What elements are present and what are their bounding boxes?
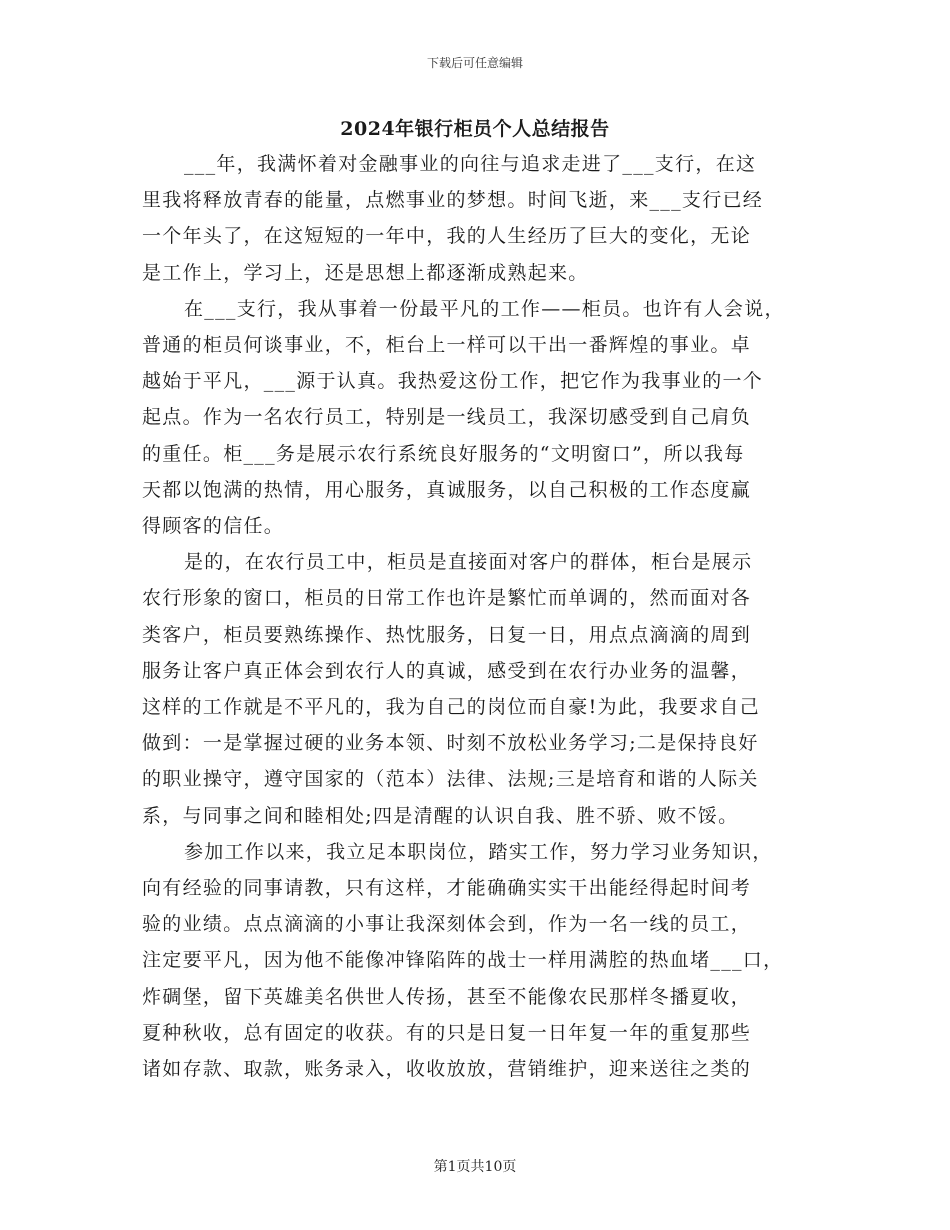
body-line: 向有经验的同事请教，只有这样，才能确确实实干出能经得起时间考 — [142, 877, 752, 900]
body-line: ___年，我满怀着对金融事业的向往与追求走进了___支行，在这 — [184, 153, 757, 175]
body-line: 服务让客户真正体会到农行人的真诚，感受到在农行办业务的温馨， — [142, 659, 752, 682]
body-line: 参加工作以来，我立足本职岗位，踏实工作，努力学习业务知识， — [184, 840, 773, 863]
document-title: 2024年银行柜员个人总结报告 — [340, 118, 610, 140]
body-line: 普通的柜员何谈事业，不，柜台上一样可以干出一番辉煌的事业。卓 — [142, 334, 752, 357]
body-line: 诸如存款、取款，账务录入，收收放放，营销维护，迎来送往之类的 — [142, 1058, 752, 1081]
body-line: 的重任。柜___务是展示农行系统良好服务的“文明窗口”，所以我每 — [142, 442, 745, 465]
body-line: 这样的工作就是不平凡的，我为自己的岗位而自豪!为此，我要求自己 — [142, 696, 760, 719]
body-line: 起点。作为一名农行员工，特别是一线员工，我深切感受到自己肩负 — [142, 406, 752, 429]
body-line: 天都以饱满的热情，用心服务，真诚服务，以自己积极的工作态度赢 — [142, 478, 752, 501]
body-line: 系，与同事之间和睦相处;四是清醒的认识自我、胜不骄、败不馁。 — [142, 804, 739, 827]
body-line: 得顾客的信任。 — [142, 515, 285, 538]
body-line: 做到：一是掌握过硬的业务本领、时刻不放松业务学习;二是保持良好 — [142, 732, 759, 755]
body-line: 夏种秋收，总有固定的收获。有的只是日复一日年复一年的重复那些 — [142, 1021, 752, 1044]
body-line: 炸碉堡，留下英雄美名供世人传扬，甚至不能像农民那样冬播夏收， — [142, 985, 752, 1008]
body-line: 的职业操守，遵守国家的（范本）法律、法规;三是培育和谐的人际关 — [142, 768, 759, 791]
page-header-note: 下载后可任意编辑 — [426, 56, 523, 70]
document-body — [142, 146, 820, 1087]
body-line: 里我将释放青春的能量，点燃事业的梦想。时间飞逝，来___支行已经 — [142, 189, 764, 212]
body-line: 注定要平凡，因为他不能像冲锋陷阵的战士一样用满腔的热血堵___口， — [142, 949, 784, 972]
body-line: 是的，在农行员工中，柜员是直接面对客户的群体，柜台是展示 — [184, 551, 753, 574]
body-line: 是工作上，学习上，还是思想上都逐渐成熟起来。 — [142, 261, 589, 284]
page-number-footer: 第1页共10页 — [433, 1159, 517, 1175]
body-line: 农行形象的窗口，柜员的日常工作也许是繁忙而单调的，然而面对各 — [142, 587, 752, 610]
body-line: 类客户，柜员要熟练操作、热忱服务，日复一日，用点点滴滴的周到 — [142, 623, 752, 646]
body-line: 验的业绩。点点滴滴的小事让我深刻体会到，作为一名一线的员工， — [142, 913, 752, 936]
body-line: 越始于平凡，___源于认真。我热爱这份工作，把它作为我事业的一个 — [142, 370, 764, 393]
body-line: 一个年头了，在这短短的一年中，我的人生经历了巨大的变化，无论 — [142, 225, 752, 248]
body-line: 在___支行，我从事着一份最平凡的工作——柜员。也许有人会说， — [184, 297, 785, 320]
